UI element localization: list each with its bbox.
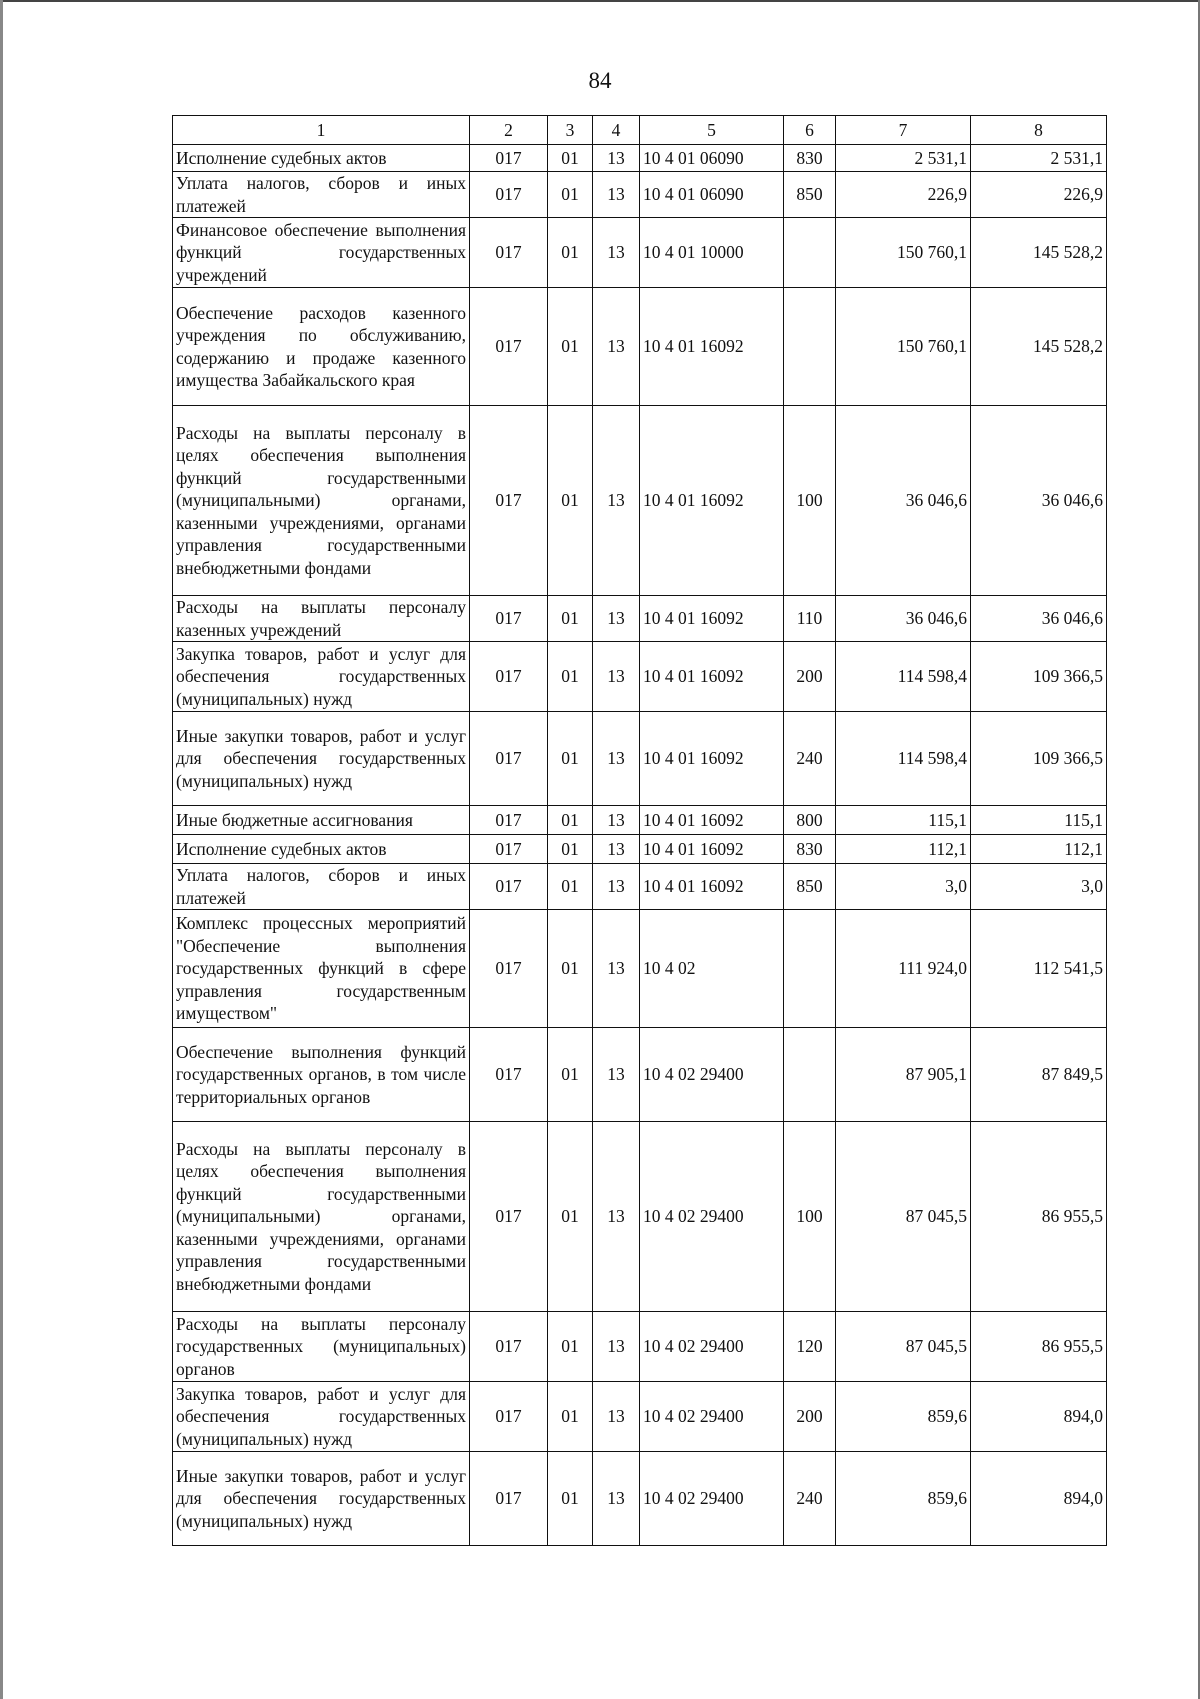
table-row bbox=[173, 145, 1107, 172]
code-subsection-cell: 13 bbox=[593, 712, 640, 806]
amount-year2-cell: 145 528,2 bbox=[971, 288, 1107, 406]
amount-year1-cell: 114 598,4 bbox=[836, 712, 971, 806]
code-admin-cell: 017 bbox=[470, 1312, 548, 1382]
code-expense-type-cell: 100 bbox=[784, 1122, 836, 1312]
code-section-cell: 01 bbox=[548, 1452, 593, 1546]
table-row bbox=[173, 712, 1107, 806]
code-admin-cell: 017 bbox=[470, 835, 548, 864]
code-section-cell: 01 bbox=[548, 642, 593, 712]
table-row bbox=[173, 172, 1107, 218]
amount-year2-cell: 894,0 bbox=[971, 1382, 1107, 1452]
header-cell: 1 bbox=[173, 116, 470, 145]
code-expense-type-cell: 120 bbox=[784, 1312, 836, 1382]
amount-year2-cell: 86 955,5 bbox=[971, 1122, 1107, 1312]
code-target-cell: 10 4 01 16092 bbox=[640, 642, 784, 712]
code-subsection-cell: 13 bbox=[593, 806, 640, 835]
row-name-cell: Исполнение судебных актов bbox=[173, 145, 470, 172]
code-admin-cell: 017 bbox=[470, 642, 548, 712]
code-target-cell: 10 4 02 29400 bbox=[640, 1028, 784, 1122]
code-subsection-cell: 13 bbox=[593, 910, 640, 1028]
amount-year2-cell: 894,0 bbox=[971, 1452, 1107, 1546]
code-subsection-cell: 13 bbox=[593, 1312, 640, 1382]
row-name-cell: Иные закупки товаров, работ и услуг для обеспечения государственных (муниципальных) нужд bbox=[173, 712, 470, 806]
amount-year1-cell: 226,9 bbox=[836, 172, 971, 218]
row-name-cell: Уплата налогов, сборов и иных платежей bbox=[173, 172, 470, 218]
row-name-cell: Расходы на выплаты персоналу казенных учреждений bbox=[173, 596, 470, 642]
amount-year1-cell: 859,6 bbox=[836, 1382, 971, 1452]
code-expense-type-cell: 240 bbox=[784, 712, 836, 806]
amount-year1-cell: 87 045,5 bbox=[836, 1312, 971, 1382]
header-cell: 6 bbox=[784, 116, 836, 145]
row-name-cell: Уплата налогов, сборов и иных платежей bbox=[173, 864, 470, 910]
amount-year2-cell: 112 541,5 bbox=[971, 910, 1107, 1028]
table-row bbox=[173, 864, 1107, 910]
code-section-cell: 01 bbox=[548, 596, 593, 642]
amount-year1-cell: 87 045,5 bbox=[836, 1122, 971, 1312]
code-expense-type-cell: 200 bbox=[784, 1382, 836, 1452]
code-section-cell: 01 bbox=[548, 806, 593, 835]
header-cell: 2 bbox=[470, 116, 548, 145]
amount-year1-cell: 87 905,1 bbox=[836, 1028, 971, 1122]
amount-year1-cell: 114 598,4 bbox=[836, 642, 971, 712]
amount-year1-cell: 150 760,1 bbox=[836, 218, 971, 288]
table-row bbox=[173, 1382, 1107, 1452]
amount-year1-cell: 111 924,0 bbox=[836, 910, 971, 1028]
row-name-cell: Расходы на выплаты персоналу в целях обеспечения выполнения функций государственными (муниципальными) органами, казенными учреждениями, органами управления государственными внебюджетными фондами bbox=[173, 1122, 470, 1312]
page-number: 84 bbox=[588, 68, 612, 93]
code-target-cell: 10 4 01 16092 bbox=[640, 596, 784, 642]
code-subsection-cell: 13 bbox=[593, 1028, 640, 1122]
row-name-cell: Обеспечение выполнения функций государственных органов, в том числе территориальных органов bbox=[173, 1028, 470, 1122]
table-row bbox=[173, 288, 1107, 406]
amount-year1-cell: 115,1 bbox=[836, 806, 971, 835]
table-row bbox=[173, 806, 1107, 835]
code-admin-cell: 017 bbox=[470, 218, 548, 288]
code-target-cell: 10 4 02 29400 bbox=[640, 1452, 784, 1546]
code-admin-cell: 017 bbox=[470, 1028, 548, 1122]
code-admin-cell: 017 bbox=[470, 806, 548, 835]
code-section-cell: 01 bbox=[548, 1028, 593, 1122]
amount-year2-cell: 3,0 bbox=[971, 864, 1107, 910]
table-row bbox=[173, 406, 1107, 596]
table-body bbox=[173, 145, 1107, 1546]
code-target-cell: 10 4 02 29400 bbox=[640, 1312, 784, 1382]
table-row bbox=[173, 1122, 1107, 1312]
code-admin-cell: 017 bbox=[470, 864, 548, 910]
budget-table bbox=[172, 115, 1107, 1546]
code-subsection-cell: 13 bbox=[593, 218, 640, 288]
amount-year2-cell: 112,1 bbox=[971, 835, 1107, 864]
code-section-cell: 01 bbox=[548, 864, 593, 910]
row-name-cell: Расходы на выплаты персоналу государственных (муниципальных) органов bbox=[173, 1312, 470, 1382]
code-subsection-cell: 13 bbox=[593, 288, 640, 406]
code-admin-cell: 017 bbox=[470, 1382, 548, 1452]
amount-year2-cell: 109 366,5 bbox=[971, 642, 1107, 712]
amount-year1-cell: 2 531,1 bbox=[836, 145, 971, 172]
header-cell: 3 bbox=[548, 116, 593, 145]
row-name-cell: Обеспечение расходов казенного учреждения по обслуживанию, содержанию и продаже казенного имущества Забайкальского края bbox=[173, 288, 470, 406]
code-admin-cell: 017 bbox=[470, 145, 548, 172]
header-cell: 5 bbox=[640, 116, 784, 145]
code-admin-cell: 017 bbox=[470, 288, 548, 406]
code-target-cell: 10 4 01 06090 bbox=[640, 172, 784, 218]
code-section-cell: 01 bbox=[548, 712, 593, 806]
code-section-cell: 01 bbox=[548, 288, 593, 406]
code-expense-type-cell: 200 bbox=[784, 642, 836, 712]
code-subsection-cell: 13 bbox=[593, 406, 640, 596]
row-name-cell: Иные бюджетные ассигнования bbox=[173, 806, 470, 835]
code-admin-cell: 017 bbox=[470, 1452, 548, 1546]
amount-year2-cell: 2 531,1 bbox=[971, 145, 1107, 172]
code-expense-type-cell: 110 bbox=[784, 596, 836, 642]
code-target-cell: 10 4 02 29400 bbox=[640, 1382, 784, 1452]
code-section-cell: 01 bbox=[548, 406, 593, 596]
code-target-cell: 10 4 02 29400 bbox=[640, 1122, 784, 1312]
code-subsection-cell: 13 bbox=[593, 864, 640, 910]
code-subsection-cell: 13 bbox=[593, 1122, 640, 1312]
code-target-cell: 10 4 01 16092 bbox=[640, 835, 784, 864]
amount-year2-cell: 145 528,2 bbox=[971, 218, 1107, 288]
code-expense-type-cell bbox=[784, 910, 836, 1028]
scan-border-left bbox=[0, 0, 3, 1699]
code-section-cell: 01 bbox=[548, 1122, 593, 1312]
table-row bbox=[173, 1312, 1107, 1382]
code-target-cell: 10 4 01 06090 bbox=[640, 145, 784, 172]
code-expense-type-cell bbox=[784, 218, 836, 288]
table-row bbox=[173, 596, 1107, 642]
row-name-cell: Исполнение судебных актов bbox=[173, 835, 470, 864]
code-target-cell: 10 4 01 10000 bbox=[640, 218, 784, 288]
amount-year2-cell: 86 955,5 bbox=[971, 1312, 1107, 1382]
code-expense-type-cell: 850 bbox=[784, 172, 836, 218]
row-name-cell: Закупка товаров, работ и услуг для обеспечения государственных (муниципальных) нужд bbox=[173, 642, 470, 712]
row-name-cell: Комплекс процессных мероприятий "Обеспечение выполнения государственных функций в сфере управления государственным имуществом" bbox=[173, 910, 470, 1028]
table-row bbox=[173, 835, 1107, 864]
code-expense-type-cell bbox=[784, 288, 836, 406]
code-expense-type-cell: 830 bbox=[784, 145, 836, 172]
code-expense-type-cell: 240 bbox=[784, 1452, 836, 1546]
table-header-row bbox=[173, 116, 1107, 145]
code-subsection-cell: 13 bbox=[593, 596, 640, 642]
code-admin-cell: 017 bbox=[470, 596, 548, 642]
row-name-cell: Расходы на выплаты персоналу в целях обеспечения выполнения функций государственными (муниципальными) органами, казенными учреждениями, органами управления государственными внебюджетными фондами bbox=[173, 406, 470, 596]
amount-year1-cell: 859,6 bbox=[836, 1452, 971, 1546]
amount-year1-cell: 36 046,6 bbox=[836, 406, 971, 596]
code-subsection-cell: 13 bbox=[593, 835, 640, 864]
table-row bbox=[173, 910, 1107, 1028]
scan-border-top bbox=[0, 0, 1200, 2]
amount-year1-cell: 112,1 bbox=[836, 835, 971, 864]
row-name-cell: Иные закупки товаров, работ и услуг для обеспечения государственных (муниципальных) нужд bbox=[173, 1452, 470, 1546]
header-cell: 8 bbox=[971, 116, 1107, 145]
code-target-cell: 10 4 01 16092 bbox=[640, 806, 784, 835]
amount-year2-cell: 226,9 bbox=[971, 172, 1107, 218]
code-admin-cell: 017 bbox=[470, 172, 548, 218]
code-section-cell: 01 bbox=[548, 145, 593, 172]
code-target-cell: 10 4 02 bbox=[640, 910, 784, 1028]
code-section-cell: 01 bbox=[548, 172, 593, 218]
code-section-cell: 01 bbox=[548, 910, 593, 1028]
amount-year2-cell: 36 046,6 bbox=[971, 406, 1107, 596]
table-row bbox=[173, 1028, 1107, 1122]
code-target-cell: 10 4 01 16092 bbox=[640, 406, 784, 596]
table-row bbox=[173, 218, 1107, 288]
code-subsection-cell: 13 bbox=[593, 1382, 640, 1452]
code-expense-type-cell: 800 bbox=[784, 806, 836, 835]
code-expense-type-cell bbox=[784, 1028, 836, 1122]
amount-year1-cell: 3,0 bbox=[836, 864, 971, 910]
amount-year2-cell: 36 046,6 bbox=[971, 596, 1107, 642]
code-section-cell: 01 bbox=[548, 1312, 593, 1382]
table-row bbox=[173, 642, 1107, 712]
code-subsection-cell: 13 bbox=[593, 1452, 640, 1546]
code-target-cell: 10 4 01 16092 bbox=[640, 712, 784, 806]
code-admin-cell: 017 bbox=[470, 910, 548, 1028]
row-name-cell: Финансовое обеспечение выполнения функций государственных учреждений bbox=[173, 218, 470, 288]
code-target-cell: 10 4 01 16092 bbox=[640, 864, 784, 910]
code-section-cell: 01 bbox=[548, 835, 593, 864]
code-expense-type-cell: 100 bbox=[784, 406, 836, 596]
row-name-cell: Закупка товаров, работ и услуг для обеспечения государственных (муниципальных) нужд bbox=[173, 1382, 470, 1452]
code-expense-type-cell: 850 bbox=[784, 864, 836, 910]
table-row bbox=[173, 1452, 1107, 1546]
amount-year1-cell: 150 760,1 bbox=[836, 288, 971, 406]
code-subsection-cell: 13 bbox=[593, 642, 640, 712]
amount-year1-cell: 36 046,6 bbox=[836, 596, 971, 642]
amount-year2-cell: 109 366,5 bbox=[971, 712, 1107, 806]
code-subsection-cell: 13 bbox=[593, 172, 640, 218]
amount-year2-cell: 115,1 bbox=[971, 806, 1107, 835]
code-section-cell: 01 bbox=[548, 218, 593, 288]
header-cell: 4 bbox=[593, 116, 640, 145]
amount-year2-cell: 87 849,5 bbox=[971, 1028, 1107, 1122]
code-admin-cell: 017 bbox=[470, 406, 548, 596]
header-cell: 7 bbox=[836, 116, 971, 145]
code-subsection-cell: 13 bbox=[593, 145, 640, 172]
code-section-cell: 01 bbox=[548, 1382, 593, 1452]
code-expense-type-cell: 830 bbox=[784, 835, 836, 864]
code-target-cell: 10 4 01 16092 bbox=[640, 288, 784, 406]
code-admin-cell: 017 bbox=[470, 712, 548, 806]
code-admin-cell: 017 bbox=[470, 1122, 548, 1312]
